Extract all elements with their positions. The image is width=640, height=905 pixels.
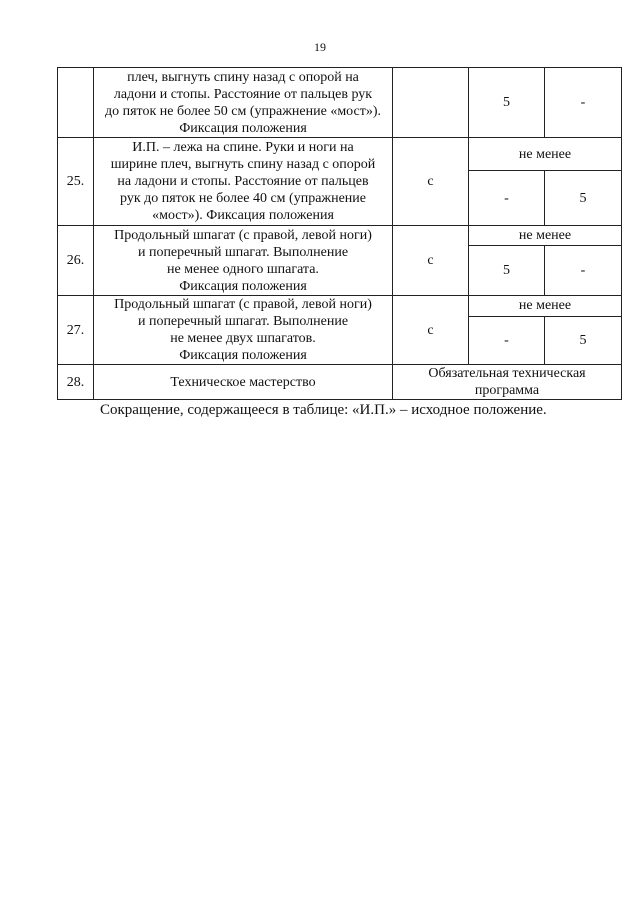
description-line: «мост»). Фиксация положения [152,208,334,223]
row-number-cell: 28. [58,365,94,400]
exercise-description [94,226,393,296]
standards-table [57,67,622,400]
exercise-description [94,365,393,400]
value-cell-girls: 5 [545,316,622,364]
requirement-line: программа [474,383,540,398]
description-line: Фиксация положения [179,120,307,136]
description-line: Техническое мастерство [170,374,316,390]
unit-cell: с [393,226,469,296]
minimum-header: не менее [469,296,622,317]
row-number-cell: 25. [58,138,94,226]
requirement-line: Обязательная техническая [428,366,586,381]
description-line: на ладони и стопы. Расстояние от пальцев [117,174,369,189]
table-row [58,138,622,171]
table-row [58,68,622,138]
value-cell-girls: 5 [545,171,622,226]
row-number-cell: 27. [58,296,94,365]
value-cell-boys: - [469,316,545,364]
value-cell-girls: - [545,246,622,296]
row-number-cell [58,68,94,138]
footnote: Сокращение, содержащееся в таблице: «И.П.» – исходное положение. [100,402,547,418]
table-row [58,296,622,317]
row-number-cell: 26. [58,226,94,296]
description-line: рук до пяток не более 40 см (упражнение [120,191,366,206]
exercise-description [94,138,393,226]
description-line: не менее двух шпагатов. [170,331,316,346]
description-line: не менее одного шпагата. [167,261,319,277]
description-line: Продольный шпагат (с правой, левой ноги) [114,297,372,312]
minimum-header: не менее [469,226,622,246]
requirement-cell [393,365,622,400]
page-number: 19 [314,40,326,54]
unit-cell: с [393,138,469,226]
unit-cell [393,68,469,138]
description-line: до пяток не более 50 см (упражнение «мост»). [104,103,382,119]
description-line: плеч, выгнуть спину назад с опорой на [127,69,359,85]
unit-cell: с [393,296,469,365]
exercise-description [94,68,393,138]
minimum-header: не менее [469,138,622,171]
description-line: ширине плеч, выгнуть спину назад с опорой [110,157,376,172]
table-row [58,226,622,246]
value-cell-boys: 5 [469,68,545,138]
exercise-description [94,296,393,365]
value-cell-girls: - [545,68,622,138]
description-line: И.П. – лежа на спине. Руки и ноги на [132,140,354,155]
description-line: Фиксация положения [179,278,307,294]
description-line: Фиксация положения [179,348,307,363]
value-cell-boys: 5 [469,246,545,296]
description-line: и поперечный шпагат. Выполнение [137,314,349,329]
description-line: и поперечный шпагат. Выполнение [137,244,349,260]
description-line: ладони и стопы. Расстояние от пальцев рук [113,86,373,102]
description-line: Продольный шпагат (с правой, левой ноги) [114,227,372,243]
table-row [58,365,622,400]
value-cell-boys: - [469,171,545,226]
